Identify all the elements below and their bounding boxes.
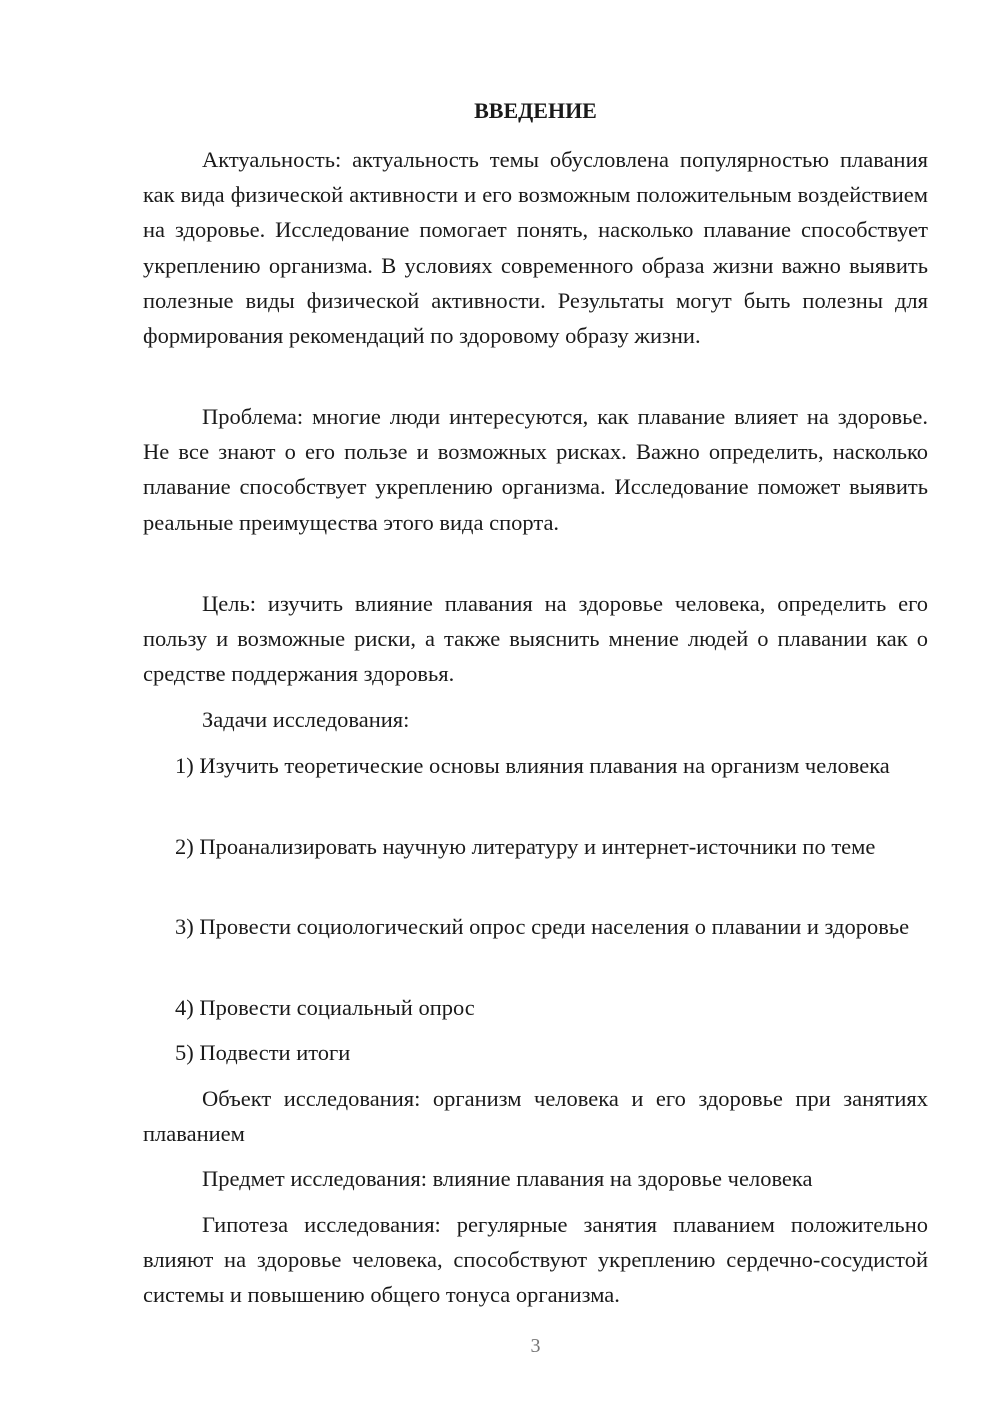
task-item-3: 3) Провести социологический опрос среди населения о плавании и здоровье: [175, 914, 910, 939]
problem-paragraph: Проблема: многие люди интересуются, как плавание влияет на здоровье. Не все знают о его пользе и возможных рисках. Важно определить, насколько плавание способствует укреплению организма. Исследование поможет выявить реальные преимущества этого вида спорта.: [143, 404, 928, 535]
task-item-1: 1) Изучить теоретические основы влияния плавания на организм человека: [175, 753, 890, 778]
document-page: [143, 0, 928, 1414]
task-item-5: 5) Подвести итоги: [175, 1040, 351, 1065]
relevance-paragraph: Актуальность: актуальность темы обусловлена популярностью плавания как вида физической активности и его возможным положительным воздействием на здоровье. Исследование помогает понять, насколько плавание способствует укреплению организма. В условиях современного образа жизни важно выявить полезные виды физической активности. Результаты могут быть полезны для формирования рекомендаций по здоровому образу жизни.: [143, 147, 928, 349]
task-item-4: 4) Провести социальный опрос: [175, 995, 475, 1020]
page-title: ВВЕДЕНИЕ: [474, 98, 597, 123]
object-paragraph: Объект исследования: организм человека и его здоровье при занятиях плаванием: [143, 1086, 928, 1147]
tasks-heading: Задачи исследования:: [202, 707, 410, 732]
hypothesis-paragraph: Гипотеза исследования: регулярные занятия плаванием положительно влияют на здоровье человека, способствуют укреплению сердечно-сосудистой системы и повышению общего тонуса организма.: [143, 1212, 928, 1308]
page-number: 3: [530, 1335, 541, 1357]
goal-paragraph: Цель: изучить влияние плавания на здоровье человека, определить его пользу и возможные риски, а также выяснить мнение людей о плавании как о средстве поддержания здоровья.: [143, 591, 928, 687]
task-item-2: 2) Проанализировать научную литературу и интернет-источники по теме: [175, 834, 876, 859]
subject-paragraph: Предмет исследования: влияние плавания на здоровье человека: [202, 1166, 813, 1191]
